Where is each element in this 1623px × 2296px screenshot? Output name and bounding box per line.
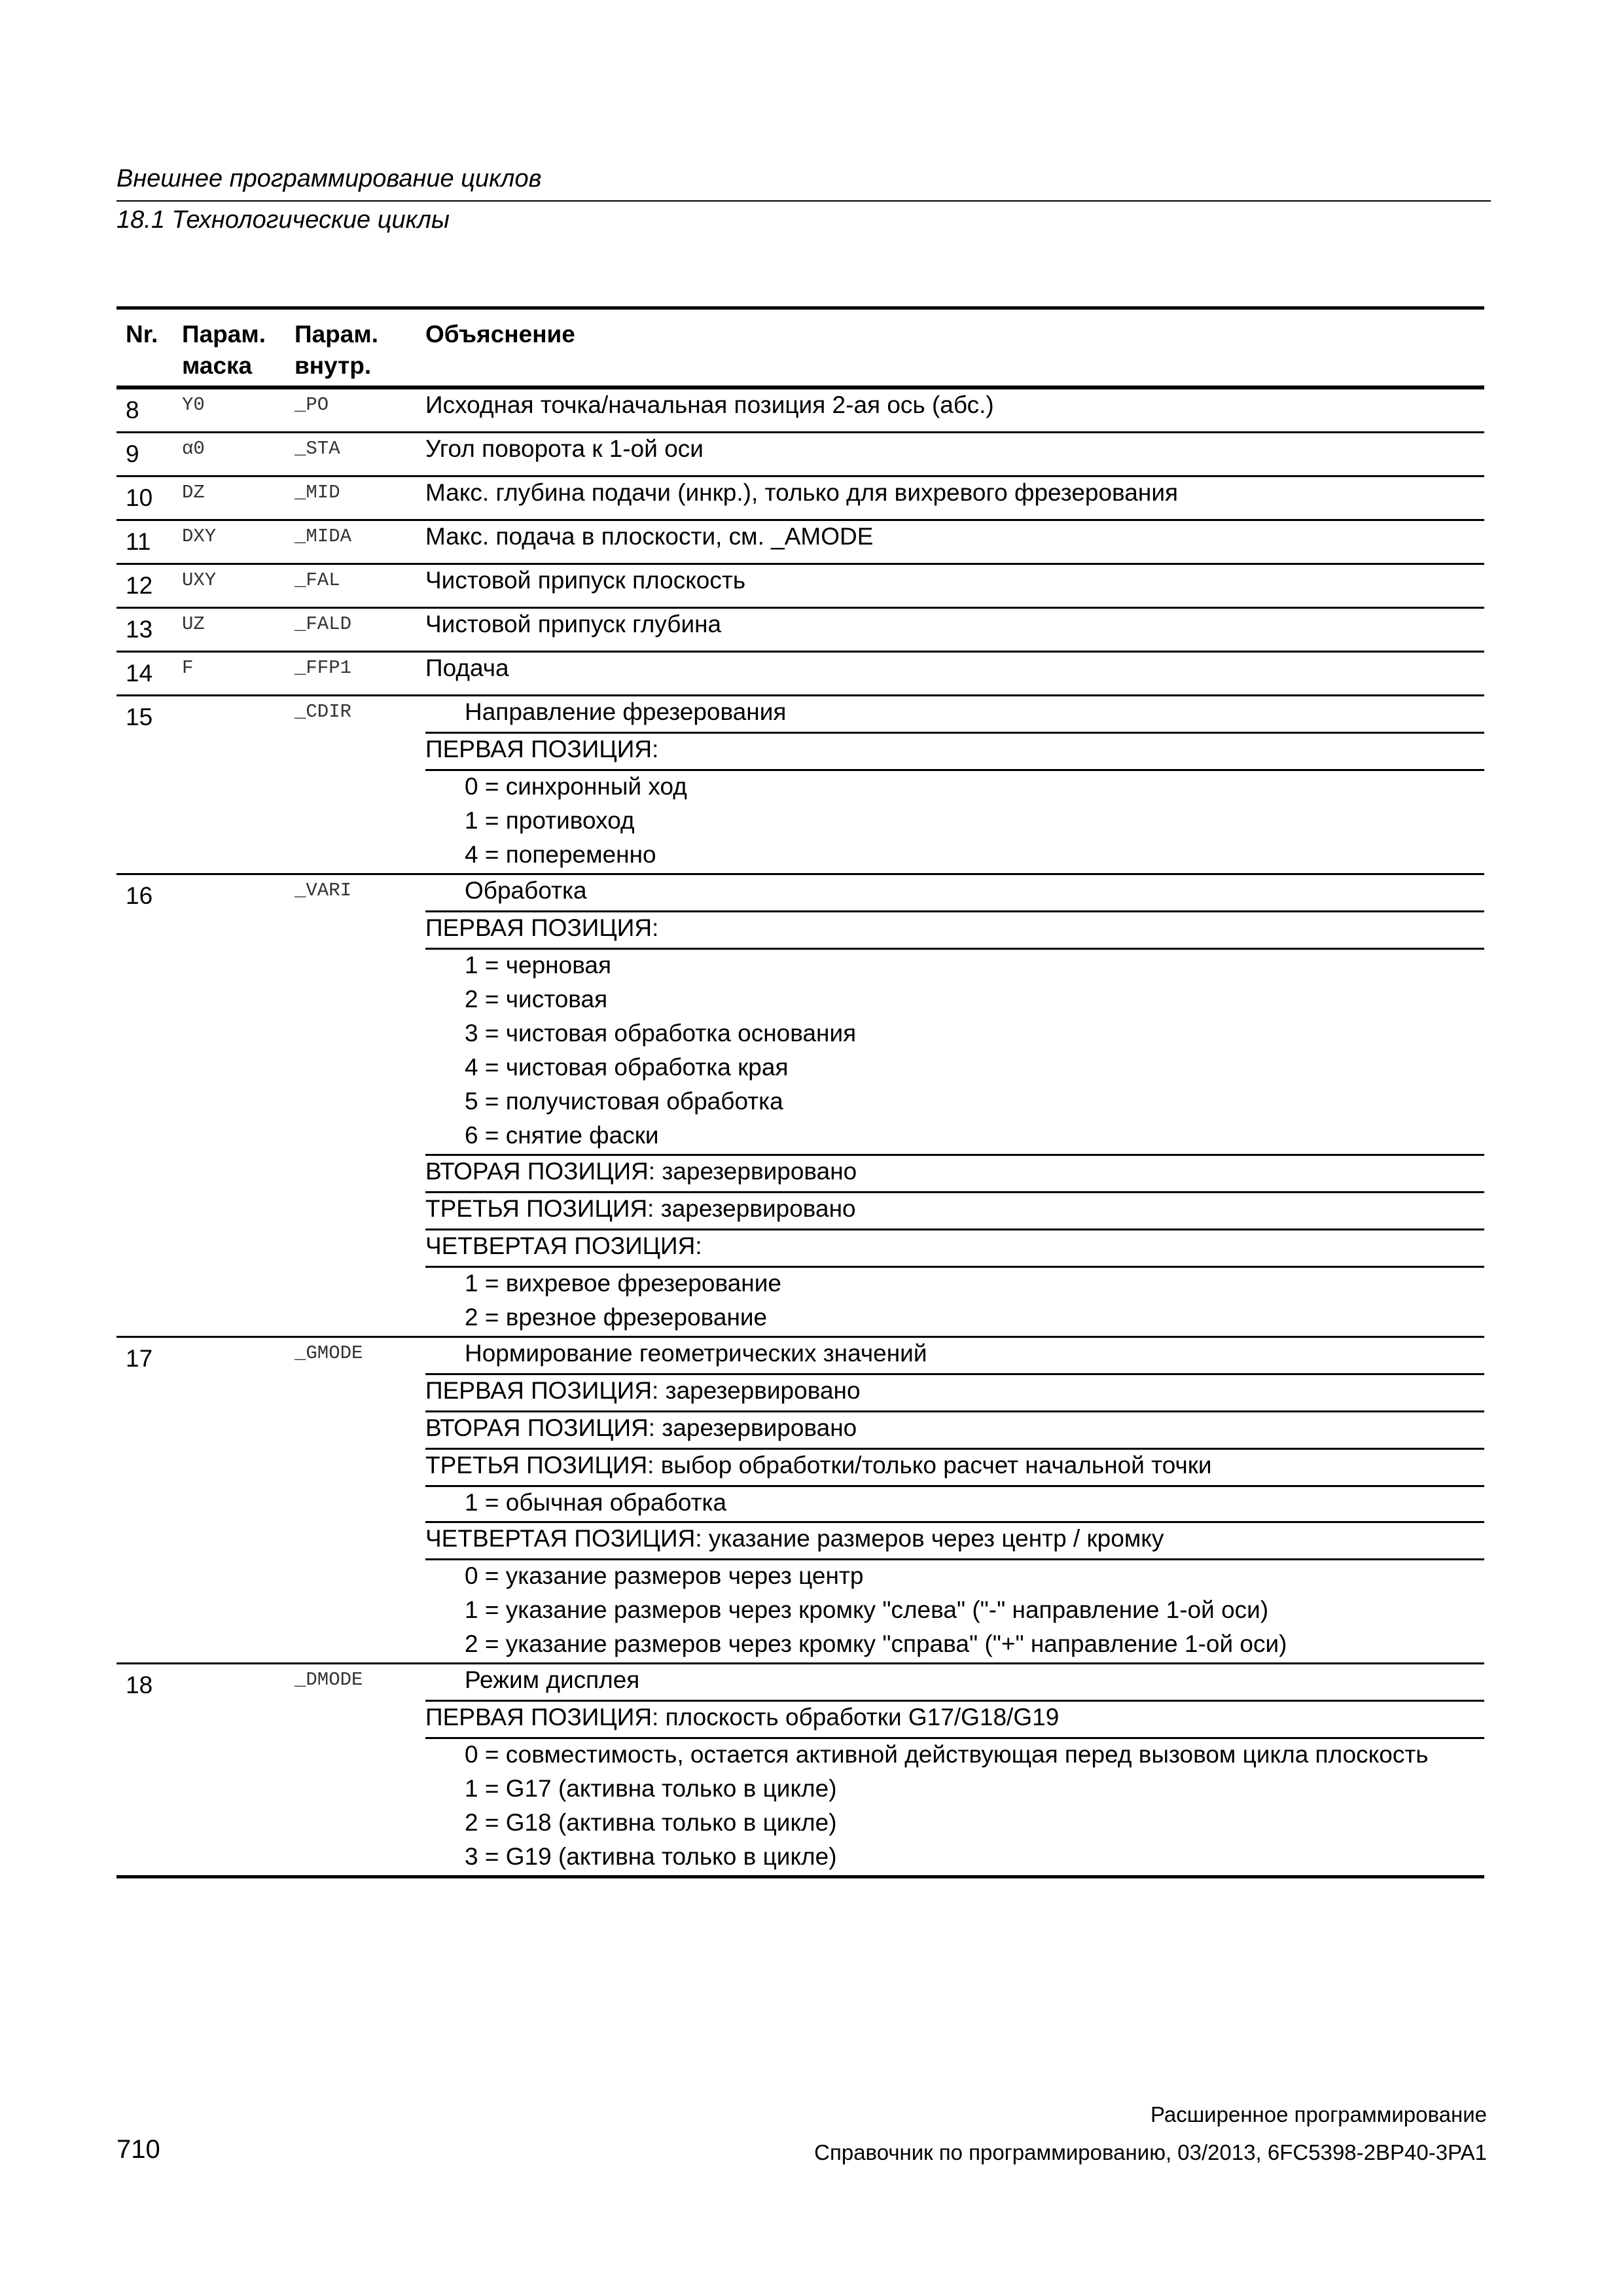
footer-book: Расширенное программирование <box>1150 2102 1487 2126</box>
table-row <box>116 1664 1484 1701</box>
table-row <box>116 696 1484 733</box>
param-nr: 12 <box>116 564 182 608</box>
parameter-table <box>116 306 1484 1878</box>
param-description: Режим дисплея <box>465 1664 1484 1701</box>
value-option: 4 = попеременно <box>465 839 1484 874</box>
param-internal: _PO <box>294 387 425 433</box>
param-description: Направление фрезерования <box>465 696 1484 733</box>
footer-reference: Справочник по программированию, 03/2013, 6FC5398-2BP40-3PA1 <box>814 2140 1487 2164</box>
value-option: 1 = противоход <box>465 807 635 834</box>
value-option: 1 = обычная обработка <box>465 1486 1484 1522</box>
value-option: 3 = чистовая обработка основания <box>465 1020 857 1047</box>
indent-spacer <box>425 984 465 1018</box>
param-description: Угол поворота к 1-ой оси <box>425 433 1484 476</box>
value-option: 2 = чистовая <box>465 986 608 1013</box>
position-heading: ТРЕТЬЯ ПОЗИЦИЯ: выбор обработки/только расчет начальной точки <box>425 1449 1484 1486</box>
indent-spacer <box>425 1594 465 1628</box>
value-option: 1 = указание размеров через кромку "слева" ("-" направление 1-ой оси) <box>465 1596 1269 1623</box>
position-heading: ПЕРВАЯ ПОЗИЦИЯ: <box>425 912 1484 949</box>
table-row <box>116 608 1484 652</box>
indent-spacer <box>425 1302 465 1337</box>
table-row <box>116 433 1484 476</box>
param-nr: 14 <box>116 652 182 696</box>
position-heading: ПЕРВАЯ ПОЗИЦИЯ: <box>425 733 1484 770</box>
value-option: 0 = синхронный ход <box>465 773 687 800</box>
param-mask: DZ <box>182 476 294 520</box>
param-internal: _DMODE <box>294 1664 425 1877</box>
col-nr-header: Nr. <box>126 321 158 348</box>
position-heading: ПЕРВАЯ ПОЗИЦИЯ: плоскость обработки G17/G18/G19 <box>425 1701 1484 1738</box>
param-mask: UZ <box>182 608 294 652</box>
indent-spacer <box>425 1738 465 1774</box>
param-mask <box>182 874 294 1337</box>
value-option: 5 = получистовая обработка <box>465 1088 783 1115</box>
param-mask: UXY <box>182 564 294 608</box>
param-internal: _VARI <box>294 874 425 1337</box>
value-option: 3 = G19 (активна только в цикле) <box>465 1843 837 1870</box>
col-internal-header: Парам. внутр. <box>294 321 379 379</box>
param-internal: _CDIR <box>294 696 425 874</box>
indent-spacer <box>425 1120 465 1155</box>
param-mask <box>182 1664 294 1877</box>
value-option: 0 = совместимость, остается активной действующая перед вызовом цикла плоскость <box>465 1741 1429 1768</box>
param-description: Подача <box>425 652 1484 696</box>
indent-spacer <box>425 770 465 806</box>
param-mask: DXY <box>182 520 294 564</box>
param-nr: 9 <box>116 433 182 476</box>
indent-spacer <box>425 805 465 839</box>
param-nr: 16 <box>116 874 182 1337</box>
indent-spacer <box>425 1267 465 1302</box>
indent-spacer <box>425 1841 465 1877</box>
indent-spacer <box>425 1052 465 1086</box>
table-row <box>116 652 1484 696</box>
indent-spacer <box>425 1664 465 1701</box>
position-heading: ВТОРАЯ ПОЗИЦИЯ: зарезервировано <box>425 1412 1484 1449</box>
indent-spacer <box>425 1086 465 1120</box>
param-mask: F <box>182 652 294 696</box>
value-option: 1 = черновая <box>465 952 612 978</box>
param-nr: 18 <box>116 1664 182 1877</box>
value-option: 6 = снятие фаски <box>465 1120 1484 1155</box>
value-option: 2 = врезное фрезерование <box>465 1302 1484 1337</box>
position-heading: ПЕРВАЯ ПОЗИЦИЯ: зарезервировано <box>425 1374 1484 1412</box>
col-mask-header: Парам. маска <box>182 321 266 379</box>
value-option: 0 = указание размеров через центр <box>465 1562 864 1589</box>
param-internal: _FFP1 <box>294 652 425 696</box>
section-title: 18.1 Технологические циклы <box>116 206 450 234</box>
indent-spacer <box>425 874 465 912</box>
value-option: 1 = вихревое фрезерование <box>465 1270 781 1297</box>
table-row <box>116 520 1484 564</box>
table-row <box>116 874 1484 912</box>
table-row <box>116 1337 1484 1374</box>
param-nr: 15 <box>116 696 182 874</box>
value-option: 1 = G17 (активна только в цикле) <box>465 1775 837 1802</box>
param-internal: _GMODE <box>294 1337 425 1664</box>
param-nr: 10 <box>116 476 182 520</box>
param-mask: Y0 <box>182 387 294 433</box>
param-description: Макс. глубина подачи (инкр.), только для вихревого фрезерования <box>425 476 1484 520</box>
param-mask <box>182 696 294 874</box>
indent-spacer <box>425 1486 465 1522</box>
param-internal: _MID <box>294 476 425 520</box>
header-rule <box>116 200 1491 202</box>
param-description: Макс. подача в плоскости, см. _AMODE <box>425 520 1484 564</box>
param-internal: _MIDA <box>294 520 425 564</box>
param-mask <box>182 1337 294 1664</box>
col-desc-header: Объяснение <box>425 321 575 348</box>
position-heading: ТРЕТЬЯ ПОЗИЦИЯ: зарезервировано <box>425 1193 1484 1230</box>
param-internal: _FALD <box>294 608 425 652</box>
param-description: Чистовой припуск плоскость <box>425 564 1484 608</box>
indent-spacer <box>425 839 465 874</box>
param-nr: 13 <box>116 608 182 652</box>
value-option: 4 = чистовая обработка края <box>465 1054 789 1081</box>
indent-spacer <box>425 696 465 733</box>
param-description: Чистовой припуск глубина <box>425 608 1484 652</box>
table-header-row <box>116 308 1484 388</box>
value-option: 2 = G18 (активна только в цикле) <box>465 1809 837 1836</box>
param-description: Исходная точка/начальная позиция 2-ая ось (абс.) <box>425 387 1484 433</box>
indent-spacer <box>425 1773 465 1807</box>
indent-spacer <box>425 949 465 984</box>
value-option: 2 = указание размеров через кромку "справа" ("+" направление 1-ой оси) <box>465 1628 1484 1664</box>
param-internal: _STA <box>294 433 425 476</box>
indent-spacer <box>425 1560 465 1595</box>
chapter-title: Внешнее программирование циклов <box>116 165 542 192</box>
param-nr: 8 <box>116 387 182 433</box>
position-heading: ЧЕТВЕРТАЯ ПОЗИЦИЯ: указание размеров через центр / кромку <box>425 1522 1484 1560</box>
table-row <box>116 564 1484 608</box>
indent-spacer <box>425 1807 465 1841</box>
param-description: Нормирование геометрических значений <box>465 1337 1484 1374</box>
indent-spacer <box>425 1628 465 1664</box>
indent-spacer <box>425 1337 465 1374</box>
param-nr: 11 <box>116 520 182 564</box>
param-description: Обработка <box>465 874 1484 912</box>
table-row <box>116 476 1484 520</box>
param-mask: α0 <box>182 433 294 476</box>
table-row <box>116 387 1484 433</box>
indent-spacer <box>425 1018 465 1052</box>
position-heading: ВТОРАЯ ПОЗИЦИЯ: зарезервировано <box>425 1155 1484 1193</box>
param-nr: 17 <box>116 1337 182 1664</box>
page-number: 710 <box>116 2135 160 2164</box>
param-internal: _FAL <box>294 564 425 608</box>
position-heading: ЧЕТВЕРТАЯ ПОЗИЦИЯ: <box>425 1230 1484 1267</box>
